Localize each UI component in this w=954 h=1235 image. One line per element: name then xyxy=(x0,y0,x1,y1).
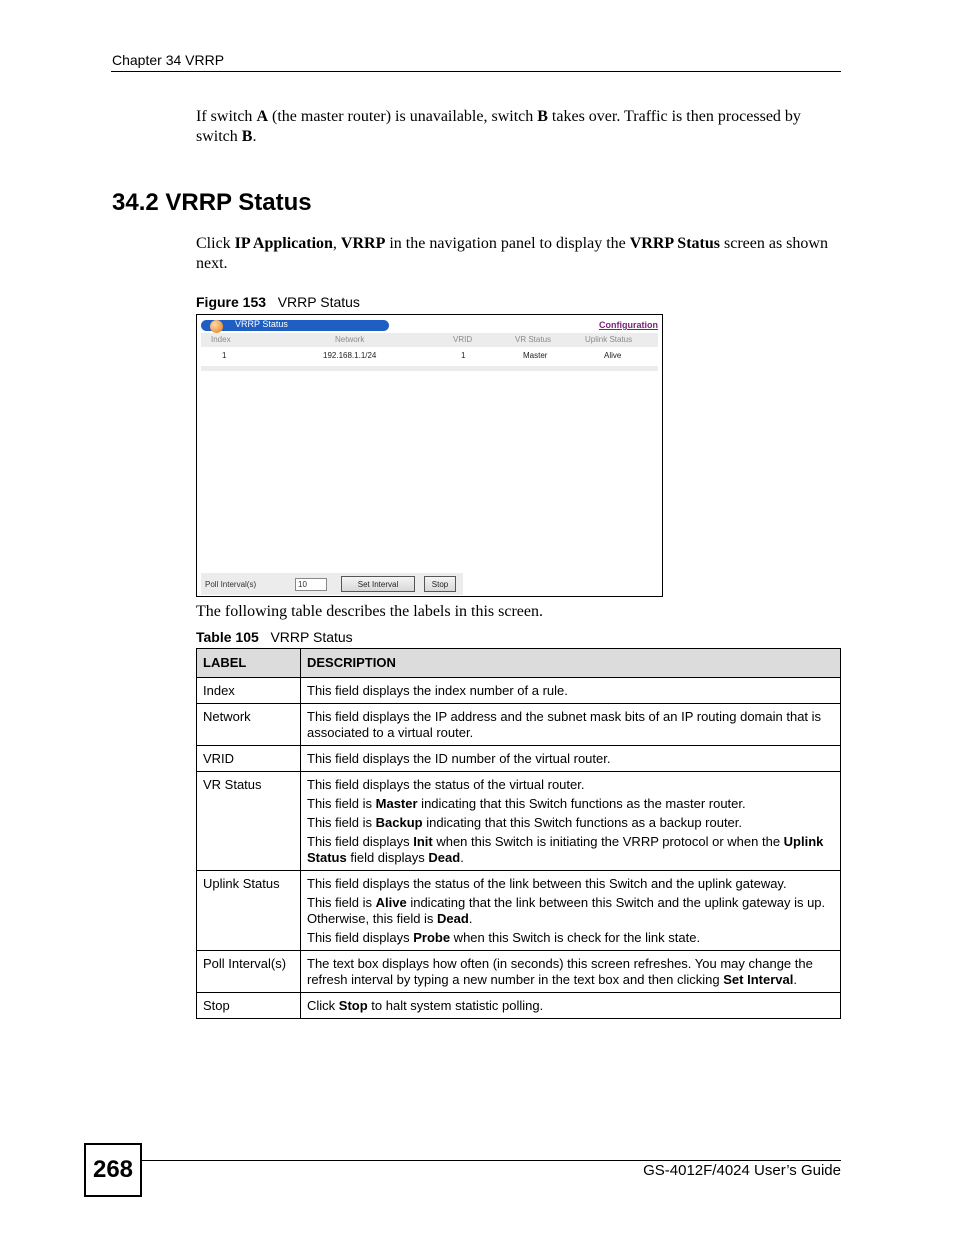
table-row xyxy=(197,678,841,704)
vrrp-status-screenshot xyxy=(196,314,663,597)
row-label: VR Status xyxy=(197,772,301,871)
configuration-link[interactable]: Configuration xyxy=(599,320,658,330)
cell-vrid: 1 xyxy=(461,351,466,360)
row-label: Index xyxy=(197,678,301,704)
row-description: This field displays the ID number of the virtual router. xyxy=(301,746,841,772)
column-header-uplink-status: Uplink Status xyxy=(585,335,633,344)
row-description: This field displays the IP address and the subnet mask bits of an IP routing domain that is associated to a virtual router. xyxy=(301,704,841,746)
table-row xyxy=(197,772,841,871)
poll-interval-input[interactable]: 10 xyxy=(295,578,327,591)
stop-button[interactable]: Stop xyxy=(424,576,456,592)
table-header-row xyxy=(197,649,841,678)
instruction-paragraph: Click IP Application, VRRP in the navigation panel to display the VRRP Status screen as shown next. xyxy=(196,235,828,272)
poll-interval-label: Poll Interval(s) xyxy=(205,580,257,589)
table-row xyxy=(197,871,841,951)
figure-caption: Figure 153 VRRP Status xyxy=(196,294,360,310)
page-number: 268 xyxy=(84,1143,142,1197)
table-row xyxy=(197,993,841,1019)
cell-uplink-status: Alive xyxy=(604,351,622,360)
intro-paragraph: If switch A (the master router) is unavailable, switch B takes over. Traffic is then processed by switch B. xyxy=(196,108,801,145)
table-row xyxy=(197,951,841,993)
column-header-network: Network xyxy=(335,335,365,344)
cell-network: 192.168.1.1/24 xyxy=(323,351,377,360)
table-row xyxy=(197,704,841,746)
label-description-table xyxy=(196,648,841,1019)
label-header: LABEL xyxy=(197,649,301,678)
status-orb-icon xyxy=(210,320,223,333)
row-description: This field displays the index number of a rule. xyxy=(301,678,841,704)
table-header-row xyxy=(201,333,658,347)
cell-vr-status: Master xyxy=(523,351,548,360)
description-header: DESCRIPTION xyxy=(301,649,841,678)
row-description: Click Stop to halt system statistic polling. xyxy=(301,993,841,1019)
footer-rule xyxy=(141,1160,841,1161)
chapter-header: Chapter 34 VRRP xyxy=(112,52,225,68)
screen-title-tab xyxy=(201,320,389,331)
column-header-vrid: VRID xyxy=(453,335,473,344)
cell-index: 1 xyxy=(222,351,227,360)
set-interval-button[interactable]: Set Interval xyxy=(341,576,415,592)
row-label: Poll Interval(s) xyxy=(197,951,301,993)
row-label: Stop xyxy=(197,993,301,1019)
row-description: The text box displays how often (in seconds) this screen refreshes. You may change the refresh interval by typing a new number in the text box and then clicking Set Interval. xyxy=(301,951,841,993)
column-header-index: Index xyxy=(211,335,231,344)
table-row xyxy=(197,746,841,772)
table-caption: Table 105 VRRP Status xyxy=(196,629,353,645)
header-rule xyxy=(111,71,841,72)
row-label: Network xyxy=(197,704,301,746)
row-description: This field displays the status of the virtual router. This field is Master indicating that this Switch functions as the master router. This field is Backup indicating that this Switch functions as a backup router. This field displays Init when this Switch is initiating the VRRP protocol or when the Uplink Status field displays Dead. xyxy=(301,772,841,871)
column-header-vr-status: VR Status xyxy=(515,335,552,344)
table-intro-sentence: The following table describes the labels in this screen. xyxy=(196,603,544,620)
guide-title: GS-4012F/4024 User’s Guide xyxy=(643,1162,841,1179)
row-description: This field displays the status of the link between this Switch and the uplink gateway. This field is Alive indicating that the link between this Switch and the uplink gateway is up. Otherwise, this field is Dead. This field displays Probe when this Switch is check for the link state. xyxy=(301,871,841,951)
row-separator xyxy=(201,366,658,371)
screen-title: VRRP Status xyxy=(235,319,288,329)
row-label: VRID xyxy=(197,746,301,772)
row-label: Uplink Status xyxy=(197,871,301,951)
section-heading: 34.2 VRRP Status xyxy=(112,189,312,216)
